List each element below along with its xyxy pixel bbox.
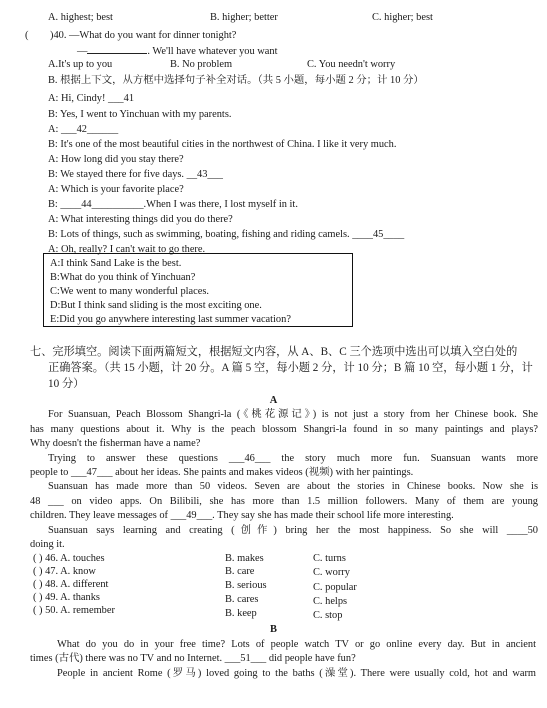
choice-49-a: ( ) 49. A. thanks [33, 592, 100, 603]
passage-line: Trying to answer these questions ___46___ the story much more fun. Suansuan wants more [48, 453, 538, 464]
dialogue-line: B: We stayed there for five days. __43___ [48, 169, 223, 180]
passage-line: Suansuan has made more than 50 videos. Seven are about the stories in Chinese books. Now she is [48, 481, 538, 492]
option-item: A:I think Sand Lake is the best. [50, 258, 182, 269]
choice-48-a: ( ) 48. A. different [33, 579, 109, 590]
dialogue-line: B: Lots of things, such as swimming, boating, fishing and riding camels. ____45____ [48, 229, 405, 240]
choice-50-c: C. stop [313, 610, 343, 621]
choice-46-a: ( ) 46. A. touches [33, 553, 105, 564]
passage-line: children. They leave messages of ___49___. They say she has made their school life more interesting. [30, 510, 454, 521]
q40-reply: — . We'll have whatever you want [77, 46, 278, 57]
passage-line: has many questions about it. Why is the peach blossom Shangri-la found in so many paintings and plays? [30, 424, 538, 435]
choice-48-c: C. popular [313, 582, 357, 593]
choice-50-a: ( ) 50. A. remember [33, 605, 115, 616]
choice-48-b: B. serious [225, 580, 267, 591]
partb-instruction: B. 根据上下文，从方框中选择句子补全对话。（共 5 小题，每小题 2 分；计 10 分） [48, 75, 424, 86]
q40-stem: )40. —What do you want for dinner tonight? [50, 30, 237, 41]
dialogue-line: A: Hi, Cindy! ___41 [48, 93, 135, 104]
section7-heading: 七、完形填空。阅读下面两篇短文，根据短文内容，从 A、B、C 三个选项中选出可以填入空白处的 [30, 346, 518, 358]
q40-option-c: C. You needn't worry [307, 59, 396, 70]
dialogue-line: B: It's one of the most beautiful cities in the northwest of China. I like it very much. [48, 139, 397, 150]
section7-heading-2: 正确答案。（共 15 小题，计 20 分。A 篇 5 空，每小题 2 分，计 10 分；B 篇 10 空，每小题 1 分，计 [48, 362, 533, 374]
option-item: B:What do you think of Yinchuan? [50, 272, 196, 283]
q40-paren: ( [25, 30, 29, 41]
passage-line: doing it. [30, 539, 65, 550]
choice-49-c: C. helps [313, 596, 348, 607]
passage-line: What do you do in your free time? Lots of people watch TV or go online every day. But in ancient [57, 639, 536, 650]
passage-a-label: A [269, 395, 278, 406]
dialogue-line: A: Oh, really? I can't wait to go there. ______________ [48, 244, 281, 255]
q39-option-b: B. higher; better [210, 12, 278, 23]
passage-line: People in ancient Rome (罗马) loved going to the baths (澡堂). There were usually cold, hot and warm [57, 668, 536, 679]
q40-reply-text: . We'll have whatever you want [147, 46, 278, 57]
section7-heading-3: 10 分） [48, 378, 85, 390]
q39-option-c: C. higher; best [372, 12, 433, 23]
passage-line: 48 ___ on video apps. On Bilibili, she has more than 1.5 million followers. Many of them are young [30, 496, 538, 507]
dialogue-line: A: How long did you stay there? [48, 154, 184, 165]
choice-50-b: B. keep [225, 608, 257, 619]
q40-option-a: A.It's up to you [48, 59, 113, 70]
passage-line: times (古代) there was no TV and no Internet. ___51___ did people have fun? [30, 653, 356, 664]
dialogue-line: A: What interesting things did you do there? [48, 214, 233, 225]
passage-line: people to ___47___ about her ideas. She paints and makes videos (视频) with her paintings. [30, 467, 414, 478]
dialogue-line: B: Yes, I went to Yinchuan with my parents. [48, 109, 232, 120]
choice-47-b: B. care [225, 566, 255, 577]
dialogue-line: B: ____44__________.When I was there, I lost myself in it. [48, 199, 298, 210]
option-item: D:But I think sand sliding is the most exciting one. [50, 300, 262, 311]
choice-47-c: C. worry [313, 567, 350, 578]
passage-line: Why doesn't the fisherman have a name? [30, 438, 201, 449]
q39-option-a: A. highest; best [48, 12, 113, 23]
choice-47-a: ( ) 47. A. know [33, 566, 96, 577]
passage-b-label: B [270, 624, 277, 635]
option-item: C:We went to many wonderful places. [50, 286, 210, 297]
passage-line: Suansuan says learning and creating (创作) bring her the most happiness. So she will ____50 [48, 525, 538, 536]
dialogue-line: A: ___42______ [48, 124, 119, 135]
q40-option-b: B. No problem [170, 59, 233, 70]
passage-line: For Suansuan, Peach Blossom Shangri-la (《桃花源记》) is not just a story from her Chinese book. She [48, 409, 538, 420]
choice-49-b: B. cares [225, 594, 259, 605]
choice-46-b: B. makes [225, 553, 264, 564]
dialogue-line: A: Which is your favorite place? [48, 184, 184, 195]
choice-46-c: C. turns [313, 553, 346, 564]
option-item: E:Did you go anywhere interesting last summer vacation? [50, 314, 291, 325]
